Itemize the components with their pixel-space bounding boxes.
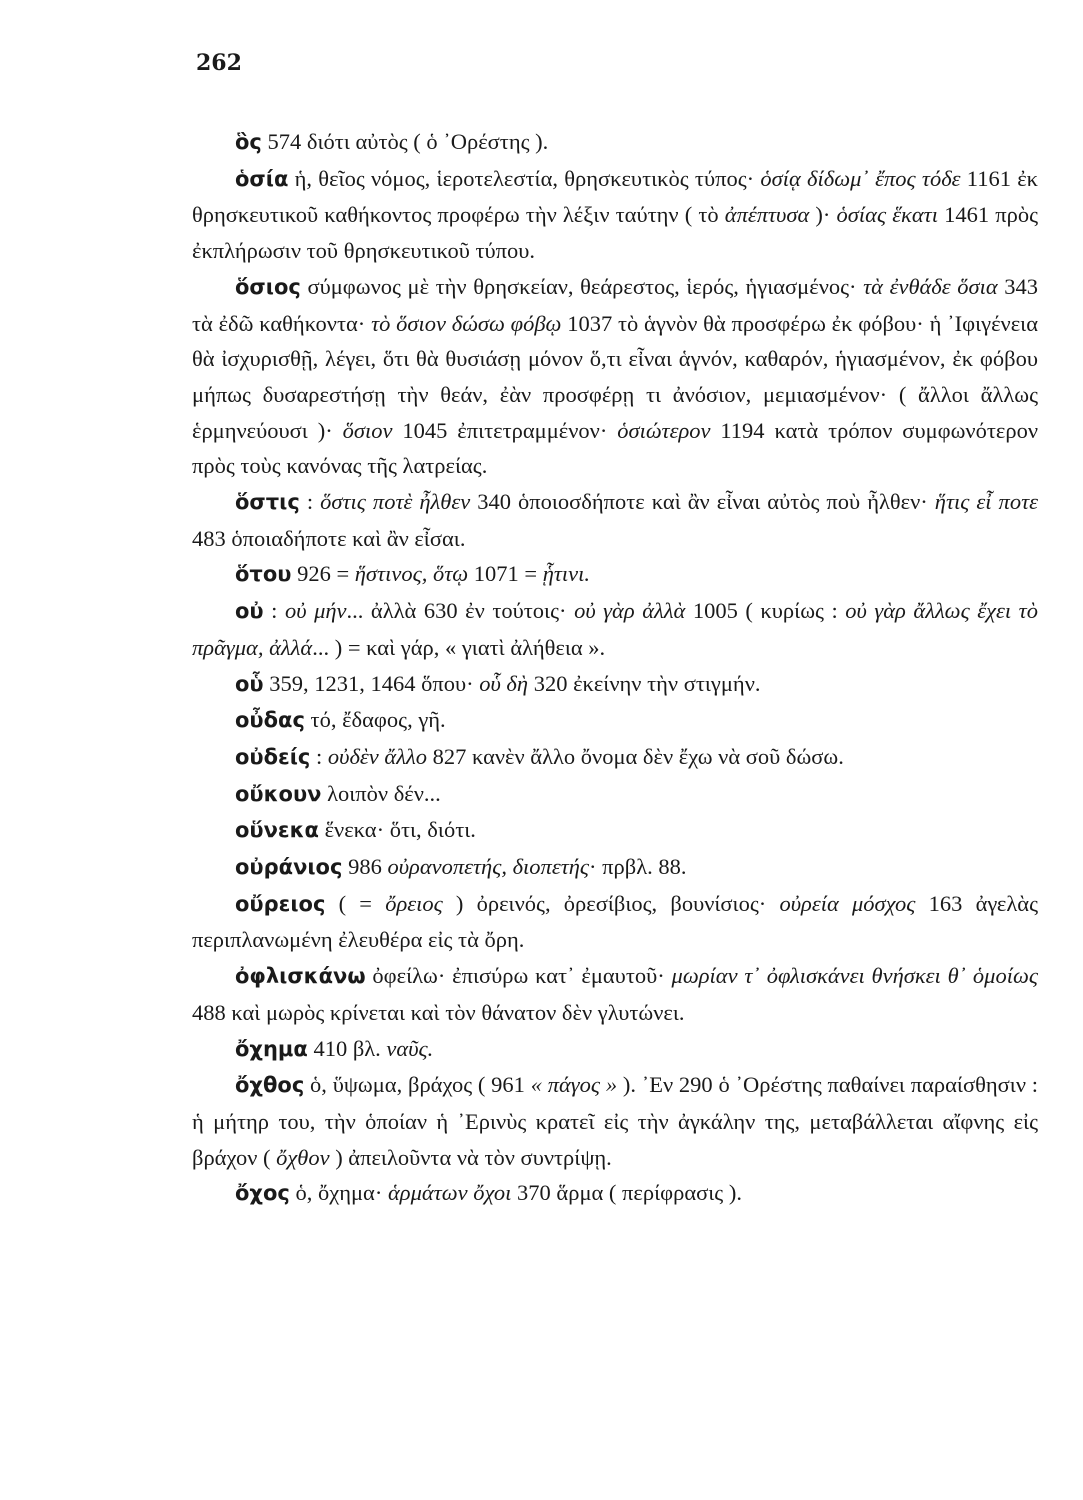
- entry-text: 1045 ἐπιτετραμμένον·: [392, 417, 618, 443]
- entry-text: 1005 ( κυρίως :: [685, 598, 846, 624]
- entry-headword: ὁσία: [235, 166, 289, 191]
- dictionary-entry: [192, 958, 1038, 1030]
- entry-quotation: ἥτις εἶ ποτε: [934, 489, 1038, 515]
- entry-headword: οὔκουν: [235, 781, 322, 806]
- entry-text: 488 καὶ μωρὸς κρίνεται καὶ τὸν θάνατον δὲν γλυτώνει.: [192, 999, 685, 1025]
- entry-headword: οὐράνιος: [235, 855, 343, 880]
- entry-quotation: οὐ γὰρ ἄλλως ἔχει τὸ πρᾶγμα, ἀλλά: [192, 598, 1038, 660]
- entry-quotation: ναῦς.: [386, 1035, 434, 1061]
- entry-quotation: ᾗτινι.: [542, 561, 591, 587]
- entry-text: ). ᾿Εν 290 ὁ ᾿Ορέστης παθαίνει παραίσθησιν : ἡ μήτηρ του, τὴν ὁποίαν ἡ ᾿Ερινὺς κρατεῖ εἰς τὴν ἀγκάλην της, μεταβάλλεται αἴφνης εἰς βράχον (: [192, 1072, 1039, 1170]
- dictionary-entry: [192, 269, 1038, 484]
- entry-headword: ὃς: [235, 130, 262, 154]
- entry-text: 483 ὁποιαδήποτε καὶ ἂν εἶσαι.: [192, 525, 466, 551]
- entry-headword: οὖδας: [235, 708, 305, 733]
- entry-quotation: ὅσιον: [342, 417, 393, 443]
- dictionary-entry: [192, 593, 1038, 665]
- entry-quotation: ὄχθον: [276, 1144, 330, 1170]
- dictionary-entry: [192, 1031, 1038, 1068]
- entry-quotation: τὸ ὅσιον δώσω φόβῳ: [371, 310, 562, 336]
- entry-text: ... ) = καὶ γάρ, « γιατὶ ἀλήθεια ».: [312, 634, 606, 660]
- entry-quotation: ἀπέπτυσα: [724, 202, 810, 228]
- dictionary-body: [192, 124, 1038, 1212]
- entry-text: 1161 ἐκ θρησκευτικοῦ καθήκοντος προφέρω τὴν λέξιν ταύτην ( τὸ: [192, 165, 1039, 228]
- entry-headword: ὄχος: [235, 1181, 290, 1206]
- dictionary-entry: [192, 124, 1038, 161]
- entry-text: λοιπὸν δέν...: [321, 780, 441, 806]
- entry-text: 359, 1231, 1464 ὅπου·: [263, 670, 480, 696]
- entry-headword: ὅτου: [235, 562, 292, 587]
- entry-text: 574 διότι αὐτὸς ( ὁ ᾿Ορέστης ).: [261, 129, 549, 154]
- entry-quotation: ὁσιώτερον: [617, 417, 711, 443]
- entry-quotation: οὐδὲν ἄλλο: [327, 743, 427, 769]
- entry-text: ὁ, ὄχημα·: [289, 1180, 388, 1206]
- dictionary-entry: [192, 1067, 1038, 1175]
- entry-quotation: ὄρειος: [385, 890, 443, 916]
- entry-quotation: οὐ μήν: [284, 598, 347, 624]
- dictionary-entry: [192, 666, 1038, 703]
- dictionary-entry: [192, 739, 1038, 776]
- entry-text: σύμφωνος μὲ τὴν θρησκείαν, θεάρεστος, ἱερός, ἡγιασμένος·: [300, 273, 864, 299]
- entry-text: 926 =: [291, 561, 355, 587]
- entry-quotation: οὗ δὴ: [479, 670, 529, 696]
- dictionary-entry: [192, 812, 1038, 849]
- entry-quotation: οὐρεία μόσχος: [779, 890, 916, 916]
- dictionary-entry: [192, 849, 1038, 886]
- entry-text: ) ὀρεινός, ὀρεσίβιος, βουνίσιος·: [442, 890, 780, 916]
- entry-headword: ὄχθος: [235, 1073, 305, 1098]
- dictionary-entry: [192, 1175, 1038, 1212]
- entry-text: )·: [809, 202, 837, 228]
- entry-text: 340 ὁποιοσδήποτε καὶ ἂν εἶναι αὐτὸς ποὺ ἦλθεν·: [470, 489, 935, 515]
- entry-text: :: [299, 489, 321, 515]
- entry-text: 163 ἀγελὰς περιπλανωμένη ἐλευθέρα εἰς τὰ ὄρη.: [192, 890, 1038, 953]
- entry-quotation: ὁσίᾳ δίδωμ᾿ ἔπος τόδε: [760, 165, 961, 191]
- dictionary-entry: [192, 776, 1038, 813]
- entry-quotation: ἥστινος, ὅτῳ: [354, 561, 469, 587]
- entry-quotation: ὁσίας ἕκατι: [836, 202, 938, 228]
- dictionary-entry: [192, 161, 1038, 269]
- entry-quotation: μωρίαν τ᾿ ὀφλισκάνει θνήσκει θ᾿ ὁμοίως: [671, 963, 1038, 989]
- entry-headword: ὀφλισκάνω: [235, 964, 366, 989]
- entry-headword: οὗ: [235, 671, 264, 696]
- entry-text: 1461 πρὸς ἐκπλήρωσιν τοῦ θρησκευτικοῦ τύπου.: [192, 202, 1038, 264]
- entry-quotation: τὰ ἐνθάδε ὅσια: [863, 273, 998, 299]
- entry-text: 986: [342, 854, 388, 880]
- page-number: 262: [196, 50, 242, 76]
- entry-text: ὁ, ὕψωμα, βράχος ( 961: [304, 1072, 531, 1098]
- entry-text: ... ἀλλὰ 630 ἐν τούτοις·: [346, 598, 575, 624]
- entry-text: ὀφείλω· ἐπισύρω κατ᾿ ἐμαυτοῦ·: [365, 963, 672, 989]
- entry-headword: ὅσιος: [235, 274, 301, 299]
- entry-text: 1194 κατὰ τρόπον συμφωνότερον πρὸς τοὺς κανόνας τῆς λατρείας.: [192, 417, 1039, 479]
- entry-headword: οὔρειος: [235, 891, 326, 916]
- dictionary-entry: [192, 556, 1038, 593]
- entry-text: 410 βλ.: [307, 1035, 387, 1061]
- entry-text: ἡ, θεῖος νόμος, ἱεροτελεστία, θρησκευτικὸς τύπος·: [288, 165, 761, 191]
- entry-headword: ὅστις: [235, 490, 300, 515]
- entry-headword: οὐδείς: [235, 744, 311, 769]
- entry-text: 827 κανὲν ἄλλο ὄνομα δὲν ἔχω νὰ σοῦ δώσω.: [426, 743, 844, 769]
- entry-text: ( =: [325, 890, 386, 916]
- dictionary-entry: [192, 484, 1038, 556]
- entry-quotation: ἁρμάτων ὄχοι: [387, 1180, 512, 1206]
- entry-text: 370 ἅρμα ( περίφρασις ).: [511, 1180, 742, 1206]
- dictionary-entry: [192, 702, 1038, 739]
- entry-headword: ὄχημα: [235, 1036, 308, 1061]
- entry-text: ) ἀπειλοῦντα νὰ τὸν συντρίψῃ.: [329, 1144, 612, 1170]
- entry-quotation: ὅστις ποτὲ ἦλθεν: [320, 489, 471, 515]
- entry-text: :: [310, 743, 328, 769]
- entry-text: 343 τὰ ἐδῶ καθήκοντα·: [192, 273, 1038, 336]
- entry-quotation: « πάγος »: [530, 1072, 618, 1098]
- entry-headword: οὕνεκα: [235, 818, 319, 843]
- entry-quotation: οὐρανοπετής, διοπετής: [387, 854, 590, 880]
- entry-headword: οὐ: [235, 599, 264, 624]
- entry-text: 1037 τὸ ἁγνὸν θὰ προσφέρω ἐκ φόβου· ἡ ᾿Ιφιγένεια θὰ ἰσχυρισθῇ, λέγει, ὅτι θὰ θυσιάσῃ μόνον ὅ,τι εἶναι ἁγνόν, καθαρόν, ἡγιασμένον, ἐκ φόβου μήπως δυσαρεστήσῃ τὴν θεάν, ἐὰν προσφέρῃ τι ἀνόσιον, μεμιασμένον· ( ἄλλοι ἄλλως ἑρμηνεύουσι )·: [192, 310, 1038, 443]
- entry-text: 1071 =: [468, 561, 543, 587]
- entry-text: τό, ἔδαφος, γῆ.: [304, 707, 446, 733]
- entry-text: 320 ἐκείνην τὴν στιγμήν.: [528, 670, 761, 696]
- entry-text: ἕνεκα· ὅτι, διότι.: [318, 817, 476, 843]
- entry-text: · πρβλ. 88.: [589, 854, 687, 880]
- entry-text: :: [263, 598, 285, 624]
- dictionary-entry: [192, 886, 1038, 958]
- entry-quotation: οὐ γὰρ ἀλλὰ: [574, 598, 686, 624]
